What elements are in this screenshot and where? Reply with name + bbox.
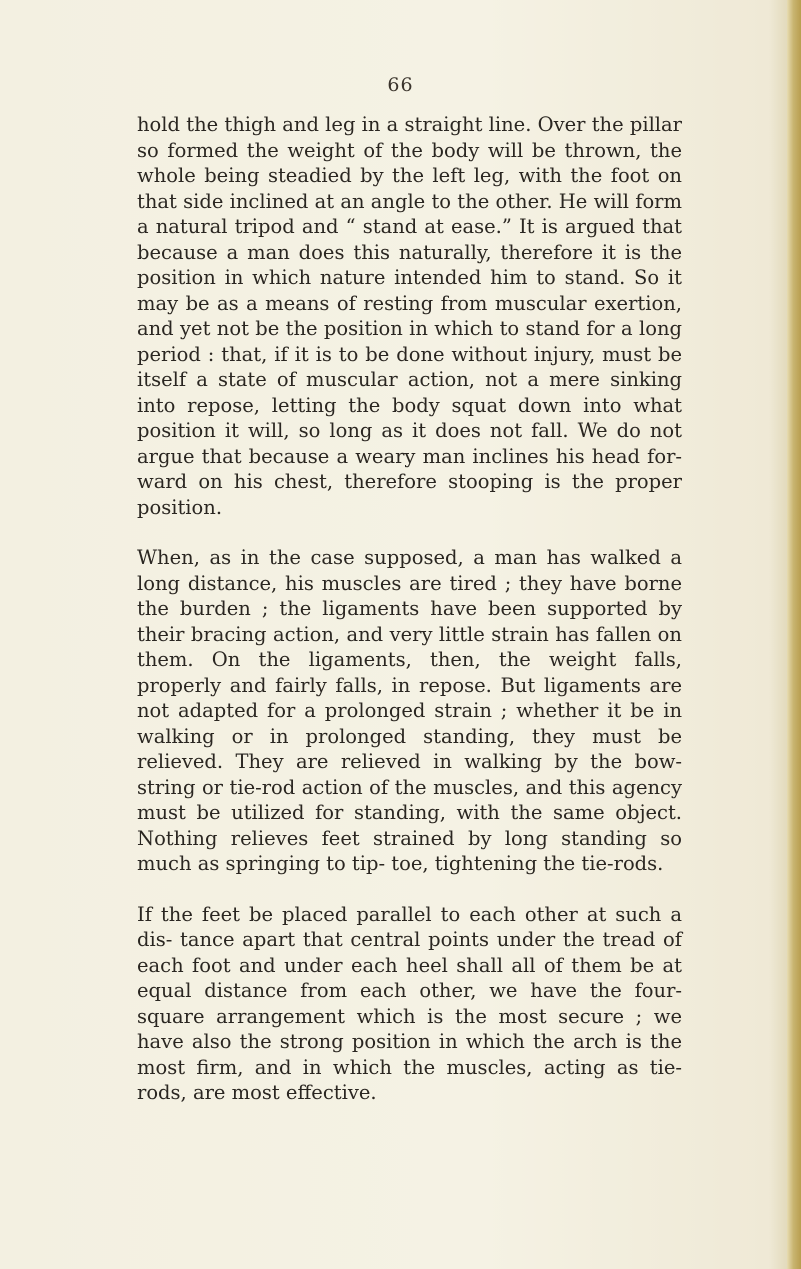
paragraph-2: When, as in the case supposed, a man has walked a long distance, his muscles are tired ; they have borne the burden ; the ligaments have been supported by their bracing action, and very little strain has fallen on them. On the ligaments, then, the weight falls, properly and fairly falls, in repose. But ligaments are not adapted for a prolonged strain ; whether it be in walking or in prolonged standing, they must be relieved. They are relieved in walking by the bow-string or tie-rod action of the muscles, and this agency must be utilized for standing, with the same object. Nothing relieves feet strained by long standing so much as springing to tip- toe, tightening the tie-rods.: [137, 546, 682, 875]
paragraph-3: If the feet be placed parallel to each other at such a dis- tance apart that central points under the tread of each foot and under each heel shall all of them be at equal distance from each other, we have the four-square arrangement which is the most secure ; we have also the strong position in which the arch is the most firm, and in which the muscles, acting as tie-rods, are most effective.: [137, 902, 682, 1104]
page-number: 66: [387, 74, 414, 96]
paragraph-1: hold the thigh and leg in a straight line. Over the pillar so formed the weight of the body will be thrown, the whole being steadied by the left leg, with the foot on that side inclined at an angle to the other. He will form a natural tripod and “ stand at ease.” It is argued that because a man does this naturally, therefore it is the position in which nature intended him to stand. So it may be as a means of resting from muscular exertion, and yet not be the position in which to stand for a long period : that, if it is to be done without injury, must be itself a state of muscular action, not a mere sinking into repose, letting the body squat down into what position it will, so long as it does not fall. We do not argue that because a weary man inclines his head for- ward on his chest, therefore stooping is the proper position.: [137, 113, 682, 519]
body-text: [137, 112, 682, 1131]
page-edge: [787, 0, 801, 1269]
